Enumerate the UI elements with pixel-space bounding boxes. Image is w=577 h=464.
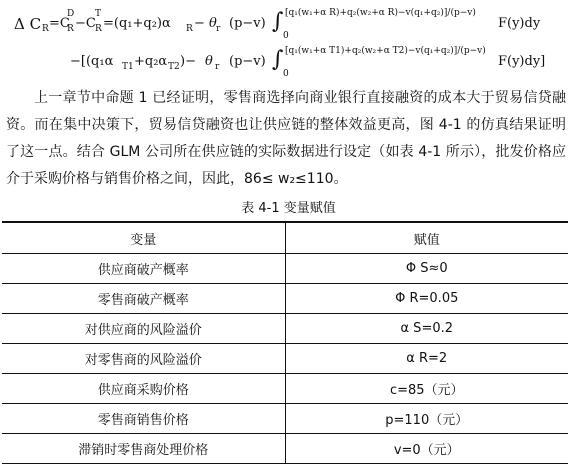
- body-paragraph: 上一章节中命题 1 已经证明，零售商选择向商业银行直接融资的成本大于贸易信贷融资。而在集中决策下，贸易信贷融资也让供应链的整体效益更高，图 4-1 的仿真结果证明了这一点。结合 GLM 公司所在供应链的实际数据进行设定（如表 4-1 所示），批发价格应介于采购价格与销售价格之间，因此，86≤ w₂≤110。: [6, 90, 566, 187]
- integral-upper-bound: [q₁(w₁+α T1)+q₂(w₂+α T2)−v(q₁+q₂)]/(p−v): [285, 46, 486, 56]
- table-row: [2, 344, 568, 374]
- variable-cell: 供应商破产概率: [2, 254, 285, 284]
- value-cell: Φ R=0.05: [285, 284, 568, 314]
- eq-subscript: R: [42, 24, 49, 34]
- table-row: [2, 374, 568, 404]
- eq-superscript: T: [95, 9, 102, 19]
- equation-line-2: [0, 46, 577, 80]
- value-cell: α R=2: [285, 344, 568, 374]
- eq-term: −C: [75, 16, 96, 31]
- header-variable: 变量: [2, 222, 285, 254]
- variable-cell: 零售商破产概率: [2, 284, 285, 314]
- eq-subscript: R: [186, 24, 193, 34]
- value-cell: Φ S≈0: [285, 254, 568, 284]
- variable-cell: 对零售商的风险溢价: [2, 344, 285, 374]
- header-value: 赋值: [285, 222, 568, 254]
- table-row: [2, 404, 568, 434]
- eq-term: (p−v): [229, 16, 266, 31]
- integral-sign: ∫: [272, 47, 284, 72]
- eq-subscript: R: [95, 24, 102, 34]
- variable-cell: 对供应商的风险溢价: [2, 314, 285, 344]
- eq-subscript: r: [216, 24, 221, 34]
- integral-lower-bound: 0: [283, 31, 289, 41]
- variable-cell: 供应商采购价格: [2, 374, 285, 404]
- value-cell: α S=0.2: [285, 314, 568, 344]
- table-caption: 表 4-1 变量赋值: [241, 201, 336, 216]
- value-cell: p=110（元）: [285, 404, 568, 434]
- variable-cell: 零售商销售价格: [2, 404, 285, 434]
- integral-sign: ∫: [272, 9, 284, 34]
- eq-subscript: R: [67, 24, 74, 34]
- eq-term: (p−v): [229, 54, 266, 69]
- value-cell: c=85（元）: [285, 374, 568, 404]
- eq-term: )−: [180, 54, 196, 69]
- integral-upper-bound: [q₁(w₁+α R)+q₂(w₂+α R)−v(q₁+q₂)]/(p−v): [285, 8, 476, 18]
- table-row: [2, 434, 568, 464]
- table-row: [2, 254, 568, 284]
- eq-subscript: T1: [122, 62, 134, 72]
- variable-cell: 滞销时零售商处理价格: [2, 434, 285, 464]
- integral-lower-bound: 0: [283, 69, 289, 79]
- eq-superscript: D: [67, 9, 75, 19]
- eq-subscript: r: [215, 62, 220, 72]
- eq-term: =C: [49, 16, 70, 31]
- equation-line-1: [0, 8, 577, 42]
- table-header-row: [2, 222, 568, 254]
- eq-term: =(q₁+q₂)α: [103, 16, 171, 31]
- table-row: [2, 284, 568, 314]
- table-row: [2, 314, 568, 344]
- eq-lhs: Δ C: [14, 15, 42, 33]
- eq-term: +q₂α: [134, 54, 168, 69]
- value-cell: v=0（元）: [285, 434, 568, 464]
- eq-integrand: F(y)dy: [498, 16, 541, 31]
- variable-assignment-table: [2, 221, 568, 464]
- eq-integrand: F(y)dy]: [498, 54, 546, 69]
- eq-term: −[(q₁α: [70, 54, 114, 69]
- eq-theta: − θ: [194, 16, 217, 31]
- eq-subscript: T2: [168, 62, 180, 72]
- eq-theta: θ: [205, 54, 213, 69]
